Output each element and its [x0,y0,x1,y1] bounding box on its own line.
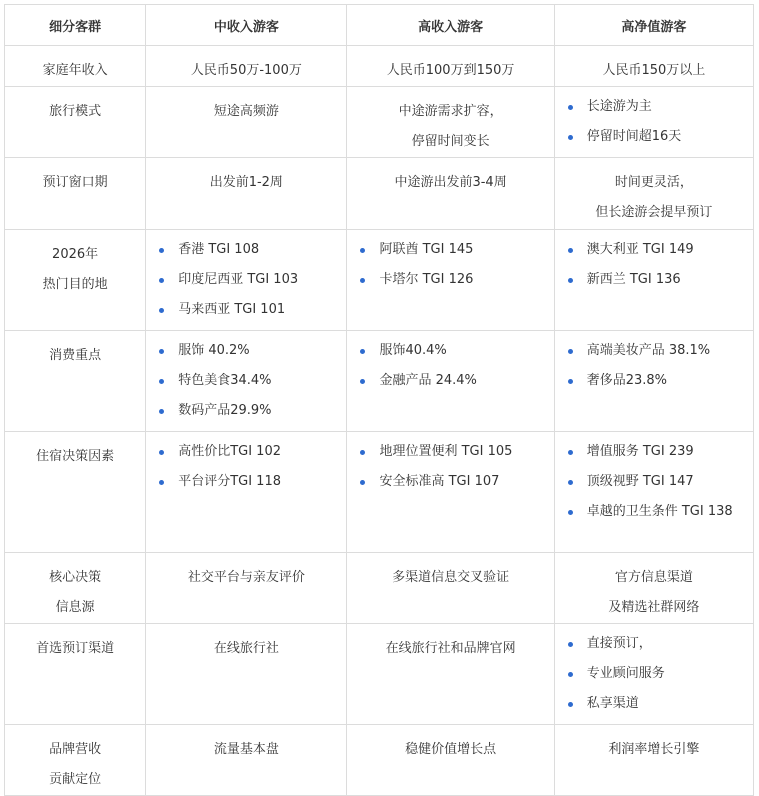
table-row [5,230,754,331]
bullet-item: 澳大利亚 TGI 149 [565,240,745,260]
cell-text-line: 在线旅行社和品牌官网 [385,641,516,656]
cell-high-income [347,725,554,796]
cell-middle-income [146,624,347,725]
bullet-item: 停留时间超16天 [565,127,745,147]
cell-high-income [347,46,554,87]
bullet-item: 印度尼西亚 TGI 103 [156,270,338,290]
bullet-item: 私享渠道 [565,694,745,714]
row-label [5,432,146,553]
header-high-income: 高收入游客 [347,5,554,46]
cell-middle-income [146,725,347,796]
bullet-list [146,331,346,421]
row-label-line: 热门目的地 [42,277,108,292]
cell-text-line: 社交平台与亲友评价 [187,570,305,585]
row-label-line: 预订窗口期 [42,175,108,190]
row-label-line: 贡献定位 [49,772,102,787]
bullet-item: 服饰40.4% [357,341,545,361]
cell-high-net-worth [554,87,753,158]
table-body [5,46,754,796]
cell-text-line: 出发前1-2周 [209,175,283,190]
row-label [5,331,146,432]
bullet-item: 地理位置便利 TGI 105 [357,442,545,462]
row-label-line: 2026年 [52,247,99,262]
bullet-list [146,432,346,492]
cell-high-net-worth [554,46,753,87]
bullet-item: 服饰 40.2% [156,341,338,361]
cell-high-income [347,331,554,432]
row-label [5,230,146,331]
cell-middle-income [146,553,347,624]
bullet-item: 增值服务 TGI 239 [565,442,745,462]
bullet-list [555,331,753,391]
row-label-line: 品牌营收 [49,742,102,757]
bullet-list [555,624,753,714]
cell-text-line: 及精选社群网络 [608,600,700,615]
table-header [5,5,754,46]
table-row [5,553,754,624]
bullet-list [555,230,753,290]
bullet-item: 卡塔尔 TGI 126 [357,270,545,290]
bullet-item: 数码产品29.9% [156,401,338,421]
table-row [5,87,754,158]
bullet-item: 高端美妆产品 38.1% [565,341,745,361]
bullet-item: 卓越的卫生条件 TGI 138 [565,502,745,522]
row-label [5,158,146,230]
table-row [5,158,754,230]
cell-text-line: 流量基本盘 [213,742,279,757]
header-middle-income: 中收入游客 [146,5,347,46]
bullet-list [555,87,753,147]
bullet-item: 顶级视野 TGI 147 [565,472,745,492]
cell-text-line: 官方信息渠道 [614,570,693,585]
cell-high-income [347,230,554,331]
row-label-line: 信息源 [55,600,95,615]
bullet-item: 马来西亚 TGI 101 [156,300,338,320]
cell-text-line: 人民币150万以上 [602,63,706,78]
table-row [5,624,754,725]
cell-text-line: 人民币100万到150万 [386,63,515,78]
bullet-list [347,432,553,492]
bullet-item: 金融产品 24.4% [357,371,545,391]
header-high-net-worth: 高净值游客 [554,5,753,46]
cell-text-line: 稳健价值增长点 [405,742,497,757]
bullet-item: 平台评分TGI 118 [156,472,338,492]
cell-middle-income [146,158,347,230]
bullet-item: 奢侈品23.8% [565,371,745,391]
bullet-item: 新西兰 TGI 136 [565,270,745,290]
bullet-item: 香港 TGI 108 [156,240,338,260]
cell-high-net-worth [554,230,753,331]
bullet-item: 专业顾问服务 [565,664,745,684]
table-row [5,46,754,87]
cell-middle-income [146,331,347,432]
table-row [5,432,754,553]
cell-middle-income [146,87,347,158]
cell-high-net-worth [554,432,753,553]
row-label [5,87,146,158]
cell-high-net-worth [554,331,753,432]
cell-high-net-worth [554,158,753,230]
row-label-line: 核心决策 [49,570,102,585]
header-segment: 细分客群 [5,5,146,46]
bullet-item: 高性价比TGI 102 [156,442,338,462]
segment-comparison-table [4,4,754,796]
cell-high-net-worth [554,624,753,725]
bullet-item: 安全标准高 TGI 107 [357,472,545,492]
cell-high-net-worth [554,553,753,624]
cell-text-line: 中途游出发前3-4周 [394,175,507,190]
cell-high-income [347,624,554,725]
cell-high-income [347,553,554,624]
row-label-line: 住宿决策因素 [36,449,115,464]
cell-middle-income [146,230,347,331]
bullet-list [555,432,753,522]
cell-middle-income [146,432,347,553]
table-row [5,725,754,796]
row-label-line: 家庭年收入 [42,63,108,78]
cell-high-income [347,87,554,158]
cell-text-line: 中途游需求扩容， [398,104,503,119]
row-label-line: 消费重点 [49,348,102,363]
bullet-list [347,230,553,290]
cell-text-line: 短途高频游 [213,104,279,119]
row-label-line: 首选预订渠道 [36,641,115,656]
bullet-item: 长途游为主 [565,97,745,117]
row-label [5,553,146,624]
cell-text-line: 时间更灵活， [614,175,693,190]
cell-text-line: 停留时间变长 [411,134,490,149]
cell-middle-income [146,46,347,87]
row-label [5,46,146,87]
cell-text-line: 在线旅行社 [213,641,279,656]
row-label-line: 旅行模式 [49,104,102,119]
header-row [5,5,754,46]
cell-text-line: 多渠道信息交叉验证 [392,570,510,585]
bullet-item: 特色美食34.4% [156,371,338,391]
cell-high-net-worth [554,725,753,796]
row-label [5,624,146,725]
cell-high-income [347,158,554,230]
bullet-list [347,331,553,391]
bullet-list [146,230,346,320]
cell-text-line: 人民币50万-100万 [190,63,302,78]
table-row [5,331,754,432]
cell-text-line: 但长途游会提早预订 [595,205,713,220]
cell-high-income [347,432,554,553]
bullet-item: 直接预订， [565,634,745,654]
bullet-item: 阿联酋 TGI 145 [357,240,545,260]
cell-text-line: 利润率增长引擎 [608,742,700,757]
row-label [5,725,146,796]
